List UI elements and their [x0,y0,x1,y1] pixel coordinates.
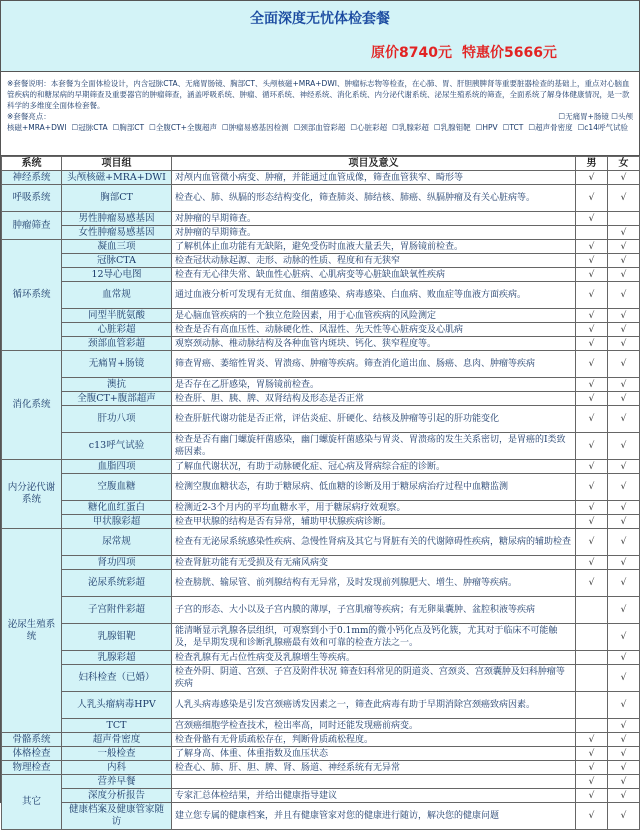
meaning-cell: 对肿瘤的早期筛查。 [172,226,576,240]
female-check: √ [608,392,640,406]
female-check: √ [608,515,640,529]
item-cell: 甲状腺彩超 [62,515,172,529]
female-check: √ [608,433,640,460]
female-check: √ [608,268,640,282]
header-system: 系统 [2,157,62,171]
system-cell: 神经系统 [2,171,62,185]
item-cell: 健康档案及健康管家随访 [62,803,172,830]
female-check: √ [608,185,640,212]
meaning-cell: 检查肾脏功能有无受损及有无痛风病变 [172,556,576,570]
system-cell: 体格检查 [2,747,62,761]
meaning-cell: 是心脑血管疾病的一个独立危险因素，用于心血管疾病的风险测定 [172,309,576,323]
item-cell: 尿常规 [62,529,172,556]
table-row [2,789,640,803]
male-check: √ [576,185,608,212]
system-cell: 消化系统 [2,351,62,460]
table-row [2,226,640,240]
female-check: √ [608,282,640,309]
meaning-cell [172,775,576,789]
meaning-cell: 了解血代谢状况，有助于动脉硬化症、冠心病及肾病综合症的诊断。 [172,460,576,474]
table-row [2,570,640,597]
male-check: √ [576,268,608,282]
male-check: √ [576,337,608,351]
price-line [371,42,567,62]
female-check [608,212,640,226]
meaning-cell: 检查有无心律失常、缺血性心脏病、心肌病变等心脏缺血缺氧性疾病 [172,268,576,282]
option-item: ☐心脏彩超 [350,123,388,132]
meaning-cell: 检查膀胱、输尿管、前列腺结构有无异常，及时发现前列腺肥大、增生、肿瘤等疾病。 [172,570,576,597]
item-cell: TCT [62,719,172,733]
female-check: √ [608,474,640,501]
male-check [576,651,608,665]
item-cell: 肾功四项 [62,556,172,570]
female-check: √ [608,501,640,515]
meaning-cell: 通过血液分析可发现有无贫血、细菌感染、病毒感染、白血病、败血症等血液方面疾病。 [172,282,576,309]
item-cell: 颈部血管彩超 [62,337,172,351]
female-check: √ [608,719,640,733]
table-row [2,775,640,789]
system-cell: 循环系统 [2,240,62,351]
item-cell: 一般检查 [62,747,172,761]
system-cell: 泌尿生殖系统 [2,529,62,733]
female-check: √ [608,597,640,624]
meaning-cell: 对颅内血管微小病变、肿瘤，并能通过血管成像，筛查血管狭窄、畸形等 [172,171,576,185]
male-check: √ [576,775,608,789]
female-check: √ [608,665,640,692]
header [1,1,639,72]
item-cell: 人乳头瘤病毒HPV [62,692,172,719]
item-cell: 乳腺彩超 [62,651,172,665]
option-item: ☐HPV [475,123,498,132]
table-row [2,268,640,282]
meaning-cell: 筛查胃癌、萎缩性胃炎、胃溃疡、肿瘤等疾病。筛查消化道出血、肠癌、息肉、肿瘤等疾病 [172,351,576,378]
female-check: √ [608,651,640,665]
male-check: √ [576,501,608,515]
male-check [576,597,608,624]
item-cell: 女性肿瘤易感基因 [62,226,172,240]
female-check: √ [608,692,640,719]
meaning-cell: 专家汇总体检结果，并给出健康指导建议 [172,789,576,803]
system-cell: 骨骼系统 [2,733,62,747]
table-row [2,433,640,460]
male-check: √ [576,351,608,378]
item-cell: 澳抗 [62,378,172,392]
system-cell: 其它 [2,775,62,830]
male-check: √ [576,460,608,474]
item-cell: 同型半胱氨酸 [62,309,172,323]
table-row [2,323,640,337]
special-price: 特惠价5666元 [461,45,557,61]
item-cell: 内科 [62,761,172,775]
item-cell: 超声骨密度 [62,733,172,747]
table-row [2,309,640,323]
male-check: √ [576,733,608,747]
table-row [2,665,640,692]
table-row [2,597,640,624]
highlight-options [7,122,633,133]
female-check: √ [608,254,640,268]
highlights-right [558,111,633,122]
item-cell: 心脏彩超 [62,323,172,337]
male-check: √ [576,171,608,185]
option-item: ☐乳腺彩超 [392,123,429,132]
table-row [2,692,640,719]
female-check: √ [608,406,640,433]
meaning-cell: 检查肝、胆、胰、脾、双肾结构及形态是否正常 [172,392,576,406]
male-check: √ [576,240,608,254]
table-row [2,747,640,761]
original-price: 原价8740元 [371,45,452,61]
meaning-cell: 了解机体止血功能有无缺陷，避免受伤时血液大量丢失，胃肠镜前检查。 [172,240,576,254]
female-check: √ [608,803,640,830]
table-row [2,651,640,665]
table-row [2,240,640,254]
item-cell: 泌尿系统彩超 [62,570,172,597]
option-item: ☐c14呼气试验 [577,123,628,132]
meaning-cell: 观察颈动脉、椎动脉结构及各种血管内斑块、钙化、狭窄程度等。 [172,337,576,351]
male-check: √ [576,529,608,556]
option-item: ☐胸部CT [112,123,145,132]
table-row [2,351,640,378]
table-row [2,212,640,226]
table-row [2,171,640,185]
item-cell: 乳腺钼靶 [62,624,172,651]
item-cell: 凝血三项 [62,240,172,254]
item-cell: 头颅核磁+MRA+DWI [62,171,172,185]
header-male: 男 [576,157,608,171]
male-check: √ [576,392,608,406]
item-cell: 全腹CT+腹部超声 [62,392,172,406]
table-row [2,556,640,570]
table-row [2,515,640,529]
male-check: √ [576,789,608,803]
table-row [2,474,640,501]
female-check: √ [608,747,640,761]
female-check: √ [608,378,640,392]
system-cell: 肿瘤筛查 [2,212,62,240]
item-cell: 男性肿瘤易感基因 [62,212,172,226]
meaning-cell: 子宫的形态、大小以及子宫内膜的薄厚，子宫肌瘤等疾病；有无卵巢囊肿、盆腔积液等疾病 [172,597,576,624]
option-item: ☐颈部血管彩超 [293,123,346,132]
item-cell: 肝功八项 [62,406,172,433]
meaning-cell: 人乳头病毒感染是引发宫颈癌诱发因素之一，筛查此病毒有助于早期消除宫颈癌致病因素。 [172,692,576,719]
meaning-cell: 检查甲状腺的结构是否有异常，辅助甲状腺疾病诊断。 [172,515,576,529]
female-check: √ [608,624,640,651]
male-check: √ [576,282,608,309]
meaning-cell: 检查是否有幽门螺旋杆菌感染，幽门螺旋杆菌感染与胃炎、胃溃疡的发生关系密切，是胃癌的I类致癌因素。 [172,433,576,460]
male-check [576,665,608,692]
package-description [1,72,639,156]
female-check: √ [608,226,640,240]
item-cell: 冠脉CTA [62,254,172,268]
female-check: √ [608,789,640,803]
option-item: ☐头颅 [611,112,633,121]
table-row [2,733,640,747]
female-check: √ [608,733,640,747]
table-row [2,282,640,309]
package-title: 全面深度无忧体检套餐 [250,11,390,27]
item-cell: 血常规 [62,282,172,309]
female-check: √ [608,529,640,556]
male-check: √ [576,803,608,830]
table-row [2,392,640,406]
table-header-row [2,157,640,171]
table-row [2,378,640,392]
female-check: √ [608,460,640,474]
meaning-cell: 检查有无泌尿系统感染性疾病、急慢性肾病及其它与肾脏有关的代谢障碍性疾病，糖尿病的辅助检查 [172,529,576,556]
option-item: ☐乳腺钼靶 [433,123,471,132]
highlights-label: ※套餐亮点： [7,112,51,121]
item-cell: 子宫附件彩超 [62,597,172,624]
male-check: √ [576,323,608,337]
table-row [2,254,640,268]
meaning-cell: 检查乳腺有无占位性病变及乳腺增生等疾病。 [172,651,576,665]
meaning-cell: 检测近2-3个月内的平均血糖水平，用于糖尿病疗效观察。 [172,501,576,515]
meaning-cell: 建立您专属的健康档案，并且有健康管家对您的健康进行随访，解决您的健康问题 [172,803,576,830]
male-check: √ [576,309,608,323]
female-check: √ [608,775,640,789]
system-cell: 呼吸系统 [2,185,62,212]
male-check [576,624,608,651]
option-item: ☐超声骨密度 [528,123,573,132]
header-meaning: 项目及意义 [172,157,576,171]
table-row [2,185,640,212]
male-check: √ [576,433,608,460]
option-item: ☐冠脉CTA [71,123,108,132]
male-check: √ [576,570,608,597]
item-cell: 妇科检查（已婚） [62,665,172,692]
item-cell: 糖化血红蛋白 [62,501,172,515]
female-check: √ [608,351,640,378]
option-item: ☐TCT [502,123,524,132]
table-row [2,406,640,433]
meaning-cell: 检查冠状动脉起源、走形、动脉的性质、程度和有无狭窄 [172,254,576,268]
exam-table [1,156,640,830]
male-check: √ [576,515,608,529]
option-item: ☐肿瘤易感基因检测 [221,123,289,132]
system-cell: 内分泌代谢系统 [2,460,62,529]
meaning-cell: 检查是否有高血压性、动脉硬化性、风湿性、先天性等心脏病变及心肌病 [172,323,576,337]
female-check: √ [608,309,640,323]
table-row [2,529,640,556]
female-check: √ [608,761,640,775]
male-check: √ [576,254,608,268]
meaning-cell: 对肿瘤的早期筛查。 [172,212,576,226]
table-row [2,761,640,775]
female-check: √ [608,240,640,254]
female-check: √ [608,337,640,351]
table-row [2,337,640,351]
table-row [2,460,640,474]
option-item: 核磁+MRA+DWI [7,123,67,132]
table-row [2,803,640,830]
meaning-cell: 检查心、肺、肝、胆、脾、肾、肠道、神经系统有无异常 [172,761,576,775]
male-check: √ [576,406,608,433]
header-item: 项目组 [62,157,172,171]
item-cell: 胸部CT [62,185,172,212]
meaning-cell: 检查外阴、阴道、宫颈、子宫及附件状况 筛查妇科常见的阴道炎、宫颈炎、宫颈囊肿及妇科肿瘤等疾病 [172,665,576,692]
male-check: √ [576,474,608,501]
female-check: √ [608,323,640,337]
item-cell: 空腹血糖 [62,474,172,501]
meaning-cell: 检测空腹血糖状态，有助于糖尿病、低血糖的诊断及用于糖尿病治疗过程中血糖监测 [172,474,576,501]
table-body [2,171,640,830]
male-check: √ [576,212,608,226]
option-item: ☐全腹CT+全腹超声 [149,123,217,132]
male-check: √ [576,556,608,570]
meaning-cell: 了解身高、体重、体重指数及血压状态 [172,747,576,761]
table-row [2,624,640,651]
item-cell: c13呼气试验 [62,433,172,460]
meaning-cell: 检查心、肺、纵膈的形态结构变化，筛查肺炎、肺结核、肺癌、纵膈肿瘤及有关心脏病等。 [172,185,576,212]
item-cell: 血脂四项 [62,460,172,474]
system-cell: 物理检查 [2,761,62,775]
female-check: √ [608,570,640,597]
male-check [576,719,608,733]
female-check: √ [608,171,640,185]
highlights-header [7,111,633,122]
meaning-cell: 检查肝脏代谢功能是否正常，评估炎症、肝硬化、结核及肿瘤等引起的肝功能变化 [172,406,576,433]
table-row [2,719,640,733]
table-row [2,501,640,515]
option-item: ☐无痛胃+肠镜 [558,112,609,121]
male-check [576,226,608,240]
meaning-cell: 是否存在乙肝感染，胃肠镜前检查。 [172,378,576,392]
item-cell: 12导心电图 [62,268,172,282]
male-check [576,692,608,719]
male-check: √ [576,761,608,775]
item-cell: 营养早餐 [62,775,172,789]
meaning-cell: 检查骨骼有无骨质疏松存在，判断骨质疏松程度。 [172,733,576,747]
meaning-cell: 能清晰显示乳腺各层组织，可观察到小于0.1mm的微小钙化点及钙化簇，尤其对于临床不可能触及，是早期发现和诊断乳腺癌最有效和可靠的检查方法之一。 [172,624,576,651]
male-check: √ [576,747,608,761]
male-check: √ [576,378,608,392]
item-cell: 无痛胃+肠镜 [62,351,172,378]
item-cell: 深度分析报告 [62,789,172,803]
female-check: √ [608,556,640,570]
meaning-cell: 宫颈癌细胞学检查技术，检出率高，同时还能发现癌前病变。 [172,719,576,733]
header-female: 女 [608,157,640,171]
description-text: ※套餐说明：本套餐为全面体检设计，内含冠脉CTA、无痛胃肠镜、胸部CT、头颅核磁+MRA+DWI、肿瘤标志物等检查，在心肺、胃、肝胆胰脾肾等重要脏器检查的基础上，重点对心脑血管疾病的和糖尿病的早期筛查及重要器官的肿瘤筛查，涵盖呼吸系统、肿瘤、循环系统、神经系统、消化系统、内分泌代谢系统、泌尿生殖系统的筛查，全面系统了解身体健康情况，是一款科学的多维度全面体检套餐。 [7,79,630,110]
